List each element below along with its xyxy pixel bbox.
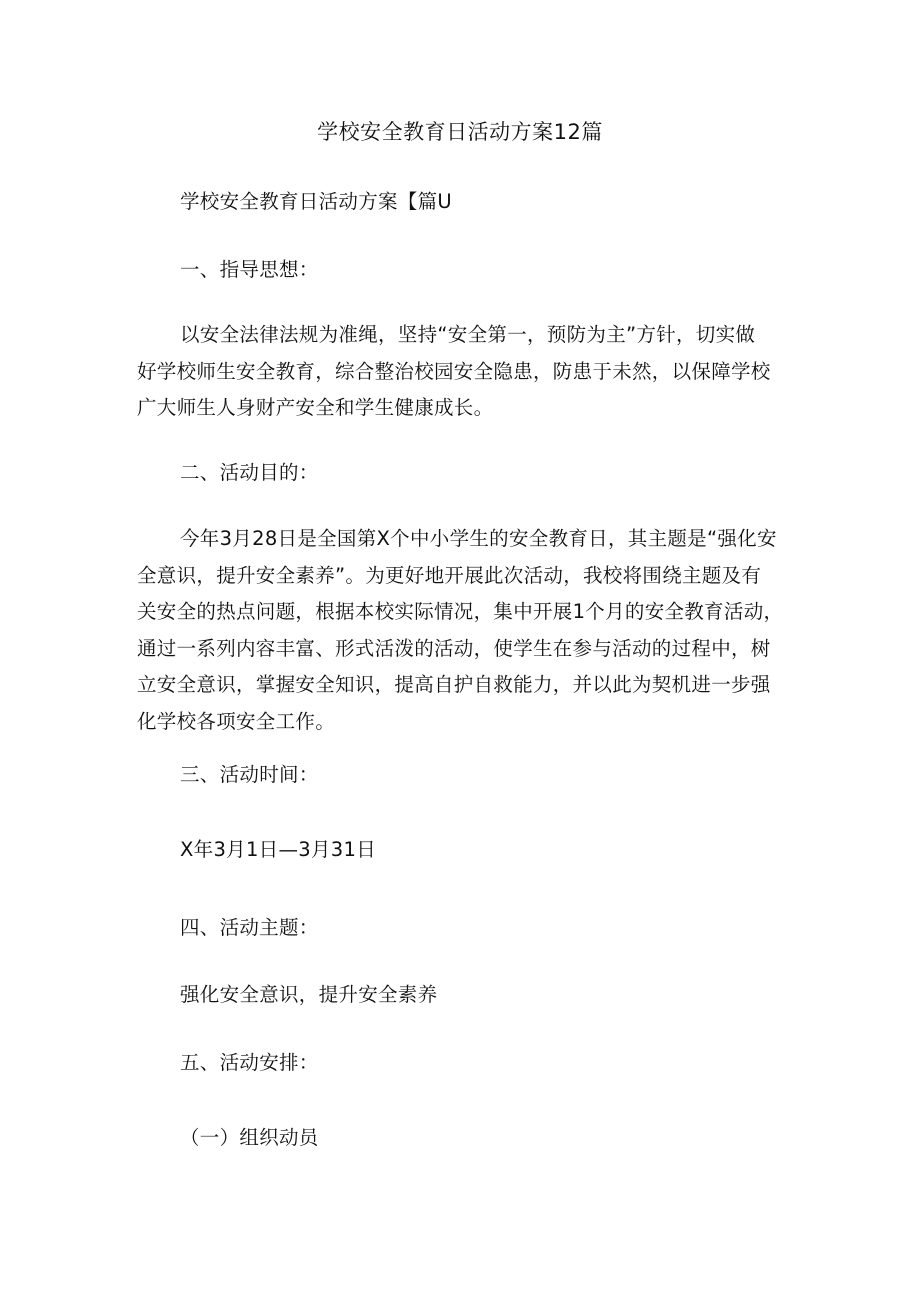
- document-subtitle: 学校安全教育日活动方案【篇U: [180, 190, 452, 213]
- paragraph-line: 关安全的热点问题，根据本校实际情况，集中开展1个月的安全教育活动，: [137, 600, 784, 623]
- section4-heading: 四、活动主题：: [180, 916, 319, 939]
- section1-paragraph: [137, 317, 787, 427]
- paragraph-line: 化学校各项安全工作。: [137, 709, 336, 733]
- section5-heading: 五、活动安排：: [180, 1051, 319, 1074]
- document-title: 学校安全教育日活动方案12篇: [317, 120, 603, 144]
- section4-text: 强化安全意识，提升安全素养: [180, 983, 438, 1006]
- section3-text: X年3月1日—3月31日: [180, 838, 376, 861]
- section2-heading: 二、活动目的：: [180, 461, 319, 484]
- section2-paragraph: [137, 521, 787, 740]
- section5-text: （一）组织动员: [180, 1126, 319, 1149]
- paragraph-line: 全意识，提升安全素养”。为更好地开展此次活动，我校将围绕主题及有: [137, 563, 762, 587]
- paragraph-line: 通过一系列内容丰富、形式活泼的活动，使学生在参与活动的过程中，树: [137, 636, 771, 660]
- paragraph-line: 好学校师生安全教育，综合整治校园安全隐患，防患于未然，以保障学校: [137, 359, 771, 383]
- paragraph-line: 广大师生人身财产安全和学生健康成长。: [137, 396, 494, 419]
- section1-heading: 一、指导思想：: [180, 258, 319, 281]
- section3-heading: 三、活动时间：: [180, 763, 319, 786]
- paragraph-line: 以安全法律法规为准绳，坚持“安全第一，预防为主”方针，切实做: [180, 323, 756, 346]
- paragraph-line: 立安全意识，掌握安全知识，提高自护自救能力，并以此为契机进一步强: [137, 673, 771, 696]
- paragraph-line: 今年3月28日是全国第X个中小学生的安全教育日，其主题是“强化安: [180, 527, 777, 550]
